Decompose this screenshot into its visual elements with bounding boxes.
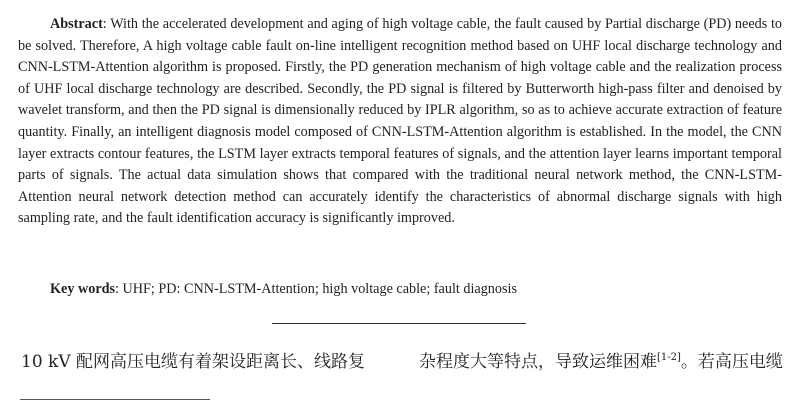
citation-reference: [1-2] (657, 352, 681, 363)
keywords-text: : UHF; PD: CNN-LSTM-Attention; high voltage cable; fault diagnosis (115, 281, 517, 297)
keywords-line (50, 279, 790, 300)
body-text-right-column (419, 350, 783, 374)
abstract-label: Abstract (50, 16, 103, 32)
keywords-label: Key words (50, 281, 116, 297)
body-text-right-end: 。若高压电缆 (680, 352, 783, 372)
abstract-text: : With the accelerated development and aging of high voltage cable, the fault caused by Partial discharge (PD) needs to be solved. Therefore, A high voltage cable fault on-line intelligent recognition method based on UHF local discharge technology and CNN-LSTM-Attention algorithm is proposed. Firstly, the PD generation mechanism of high voltage cable and the realization process of UHF local discharge technology are described. Secondly, the PD signal is filtered by Butterworth high-pass filter and denoised by wavelet transform, and then the PD signal is dimensionally reduced by IPLR algorithm, so as to achieve accurate extraction of feature quantity. Finally, an intelligent diagnosis model composed of CNN-LSTM-Attention algorithm is established. In the model, the CNN layer extracts contour features, the LSTM layer extracts temporal features of signals, and the attention layer learns important temporal parts of signals. The actual data simulation shows that compared with the traditional neural network method, the CNN-LSTM-Attention neural network detection method can accurately identify the characteristics of abnormal discharge signals with high sampling rate, and the fault identification accuracy is significantly improved. (18, 16, 782, 227)
body-text-right-start: 杂程度大等特点，导致运维困难 (419, 352, 657, 372)
footnote-separator (20, 399, 210, 400)
section-separator (272, 323, 526, 324)
body-text-left-column: 10 kV 配网高压电缆有着架设距离长、线路复 (21, 352, 366, 372)
abstract-paragraph (18, 14, 782, 230)
